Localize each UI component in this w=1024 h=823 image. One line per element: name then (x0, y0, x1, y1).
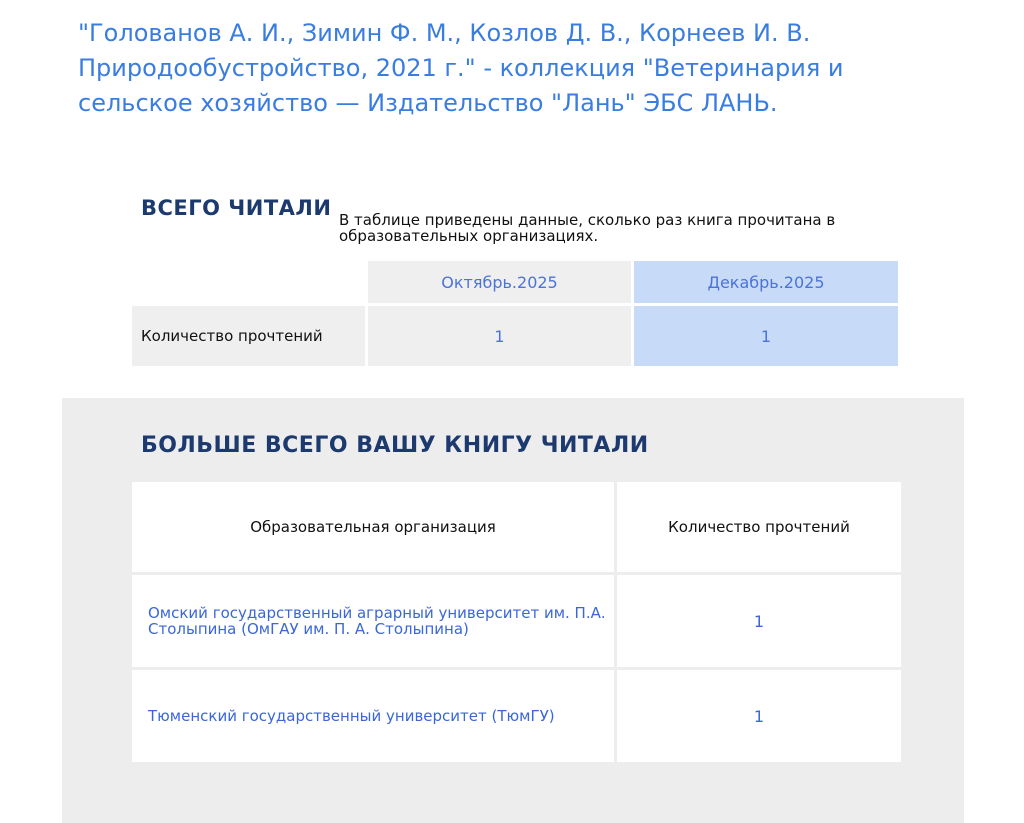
org-name-link[interactable]: Тюменский государственный университет (ТюмГУ) (132, 670, 617, 762)
total-reads-corner-cell (132, 261, 365, 303)
total-reads-description: В таблице приведены данные, сколько раз книга прочитана в образовательных организациях. (339, 211, 836, 245)
count-column-header: Количество прочтений (617, 482, 901, 575)
total-reads-heading: ВСЕГО ЧИТАЛИ (141, 196, 332, 220)
top-orgs-table (132, 482, 901, 762)
total-reads-table (129, 258, 901, 369)
top-orgs-header-row (132, 482, 901, 575)
org-name-link[interactable]: Омский государственный аграрный университет им. П.А. Столыпина (ОмГАУ им. П. А. Столыпина) (132, 575, 617, 670)
month-header-december: Декабрь.2025 (634, 261, 898, 303)
reads-value-october: 1 (368, 306, 631, 366)
org-column-header: Образовательная организация (132, 482, 617, 575)
reads-count-label: Количество прочтений (132, 306, 365, 366)
org-read-count: 1 (617, 575, 901, 670)
org-read-count: 1 (753, 706, 765, 726)
table-row (132, 670, 901, 762)
top-orgs-section (62, 398, 964, 823)
total-reads-header-row (132, 261, 898, 303)
table-row (132, 575, 901, 670)
total-reads-value-row (132, 306, 898, 366)
book-title: "Голованов А. И., Зимин Ф. М., Козлов Д. В., Корнеев И. В. Природообустройство, 2021 г." - коллекция "Ветеринария и сельское хозяйство — Издательство "Лань" ЭБС ЛАНЬ. (78, 19, 844, 117)
reads-value-december: 1 (634, 306, 898, 366)
month-header-october: Октябрь.2025 (368, 261, 631, 303)
top-orgs-heading: БОЛЬШЕ ВСЕГО ВАШУ КНИГУ ЧИТАЛИ (141, 433, 649, 458)
